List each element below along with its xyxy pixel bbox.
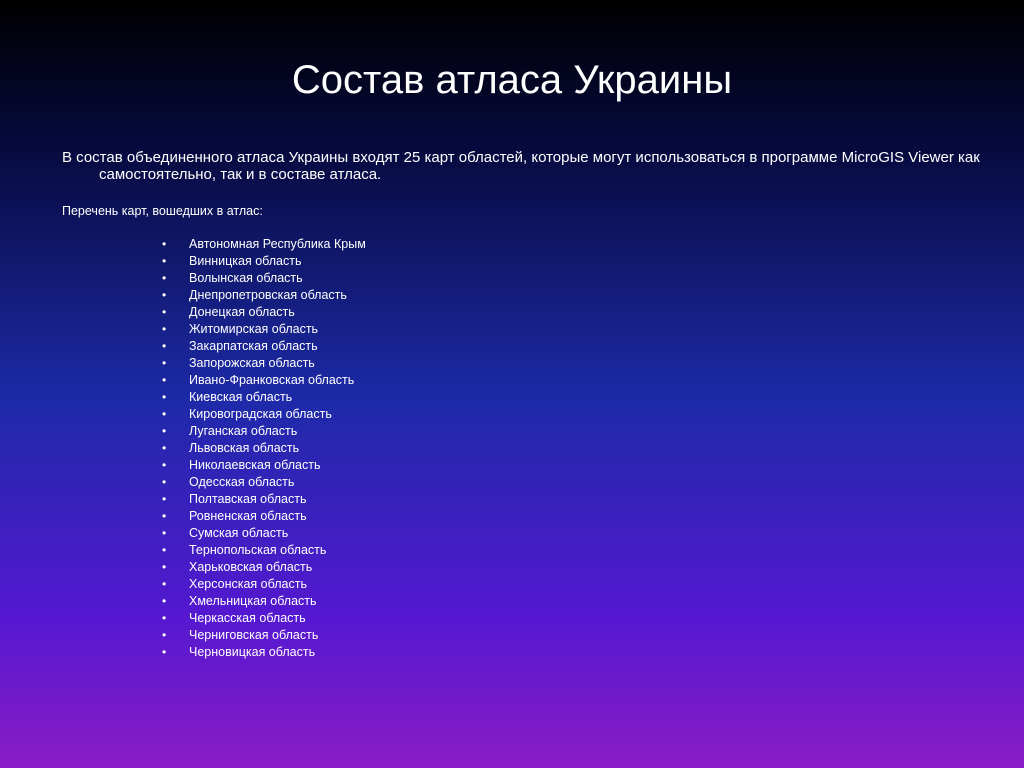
bullet-icon: •	[162, 509, 167, 523]
region-label: Винницкая область	[189, 254, 302, 268]
list-item	[162, 508, 366, 525]
region-label: Житомирская область	[189, 322, 319, 336]
region-label: Сумская область	[189, 526, 289, 540]
list-item	[162, 440, 366, 457]
list-item	[162, 457, 366, 474]
bullet-icon: •	[162, 271, 167, 285]
list-item	[162, 644, 366, 661]
bullet-icon: •	[162, 356, 167, 370]
list-item	[162, 338, 366, 355]
region-label: Хмельницкая область	[189, 594, 317, 608]
bullet-icon: •	[162, 577, 167, 591]
slide-title: Состав атласа Украины	[291, 58, 733, 102]
bullet-icon: •	[162, 237, 167, 251]
list-item	[162, 270, 366, 287]
list-item	[162, 287, 366, 304]
list-item	[162, 610, 366, 627]
bullet-icon: •	[162, 424, 167, 438]
region-label: Николаевская область	[189, 458, 321, 472]
region-label: Автономная Республика Крым	[189, 237, 366, 251]
list-item	[162, 304, 366, 321]
region-label: Донецкая область	[189, 305, 295, 319]
region-label: Тернопольская область	[189, 543, 327, 557]
region-label: Кировоградская область	[189, 407, 332, 421]
list-item	[162, 559, 366, 576]
bullet-icon: •	[162, 628, 167, 642]
bullet-icon: •	[162, 594, 167, 608]
list-heading: Перечень карт, вошедших в атлас:	[62, 204, 263, 218]
region-label: Луганская область	[189, 424, 298, 438]
bullet-icon: •	[162, 645, 167, 659]
bullet-icon: •	[162, 254, 167, 268]
region-label: Днепропетровская область	[189, 288, 347, 302]
list-item	[162, 576, 366, 593]
region-label: Львовская область	[189, 441, 300, 455]
list-item	[162, 321, 366, 338]
bullet-icon: •	[162, 475, 167, 489]
region-label: Киевская область	[189, 390, 293, 404]
bullet-icon: •	[162, 373, 167, 387]
region-label: Закарпатская область	[189, 339, 318, 353]
bullet-icon: •	[162, 305, 167, 319]
bullet-icon: •	[162, 611, 167, 625]
list-item	[162, 525, 366, 542]
region-label: Черниговская область	[189, 628, 319, 642]
region-label: Полтавская область	[189, 492, 307, 506]
bullet-icon: •	[162, 339, 167, 353]
list-item	[162, 355, 366, 372]
region-label: Запорожская область	[189, 356, 315, 370]
list-item	[162, 253, 366, 270]
bullet-icon: •	[162, 322, 167, 336]
region-label: Ровненская область	[189, 509, 307, 523]
list-item	[162, 406, 366, 423]
bullet-icon: •	[162, 288, 167, 302]
bullet-icon: •	[162, 526, 167, 540]
region-label: Волынская область	[189, 271, 303, 285]
list-item	[162, 491, 366, 508]
list-item	[162, 627, 366, 644]
list-item	[162, 542, 366, 559]
region-label: Херсонская область	[189, 577, 307, 591]
region-list	[162, 236, 366, 661]
bullet-icon: •	[162, 560, 167, 574]
bullet-icon: •	[162, 492, 167, 506]
list-item	[162, 372, 366, 389]
region-label: Черкасская область	[189, 611, 306, 625]
list-item	[162, 474, 366, 491]
list-item	[162, 389, 366, 406]
intro-paragraph: В состав объединенного атласа Украины входят 25 карт областей, которые могут использоваться в программе MicroGIS Viewer как самостоятельно, так и в составе атласа.	[62, 149, 980, 183]
list-item	[162, 423, 366, 440]
list-item	[162, 593, 366, 610]
region-label: Одесская область	[189, 475, 295, 489]
list-item	[162, 236, 366, 253]
bullet-icon: •	[162, 458, 167, 472]
bullet-icon: •	[162, 390, 167, 404]
bullet-icon: •	[162, 543, 167, 557]
region-label: Черновицкая область	[189, 645, 316, 659]
bullet-icon: •	[162, 407, 167, 421]
region-label: Харьковская область	[189, 560, 313, 574]
region-label: Ивано-Франковская область	[189, 373, 355, 387]
bullet-icon: •	[162, 441, 167, 455]
